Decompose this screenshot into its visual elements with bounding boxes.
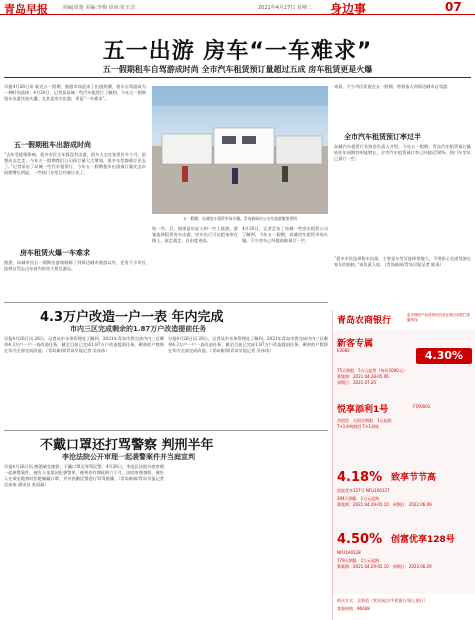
product-detail: 75天期限 5万元起售（每份1000元） bbox=[337, 368, 407, 373]
story-subheadline: 市内三区完成剩余的1.87万户改造提前任务 bbox=[70, 325, 207, 333]
page-number: 07 bbox=[445, 0, 462, 14]
lead-subheadline: 五一假期租车自驾游成时尚 全市汽车租赁预订量超过五成 房车租赁更是火爆 bbox=[102, 65, 373, 74]
bank-note: 更多理财产品请咨询各营业网点或拨打客服热线 bbox=[407, 313, 470, 322]
section-heading: 房车租赁火爆一车难求 bbox=[20, 249, 90, 257]
product-code: E3082 bbox=[337, 348, 350, 353]
product-code: NFU1A0128 bbox=[337, 550, 361, 555]
rate-badge: 4.30% bbox=[416, 348, 472, 364]
article-paragraph: “很多市民选择租车出游，主要是车型可选择余地大，不用担心长途驾驶自家车的损耗。”该负责人说。（青岛新闻/青岛早报记者 陈清） bbox=[334, 256, 471, 268]
article-paragraph: 早报4月26日讯 26日，记者从市水务管理处了解到，2021年青岛市将完成市内三区剩余4.3万户一户一表改造任务，截至目前已完成1.87万户改造提前任务。剩余的户数将在年内全部完成改造。（青岛新闻/青岛早报记者 吴冰冰） bbox=[4, 336, 164, 354]
product-name: 创富优享128号 bbox=[391, 535, 455, 545]
product-detail: 到期日：2021.07.20 bbox=[337, 380, 376, 385]
article-paragraph: “去年受疫情影响，很多市民全年都没有出游，很多人宅在家里好多个月，很想出去走走，今年五一假期我们公司预订量大大增加，很多车型都被订出去了。”记者采访了岛城一些汽车租赁行，今年五一假期租车出游预订量比去年同期增长明显，一些热门车型已经被订光了。 bbox=[4, 152, 146, 176]
product-detail: 募集期：2021.04.29-05.10 到期日：2022.06.09 bbox=[337, 502, 432, 507]
product-detail: 净值型 无固定期限 1元起购 bbox=[337, 418, 392, 423]
rate-figure: 4.50% bbox=[337, 532, 383, 547]
section-name: 身边事 bbox=[330, 2, 367, 16]
product-detail: 募集期：2021.04.29-05.10 到期日：2023.06.29 bbox=[337, 564, 432, 569]
article-paragraph: 早报4月26日讯 醉酒乘坐地铁，不戴口罩还辱骂民警。4月26日，李沧区法院开庭审理一起袭警案件，被告人张某因犯袭警罪，被判处有期徒刑六个月。法院审理查明，被告人在乘坐地铁时拒绝佩戴口罩，并对执勤民警进行辱骂推搡。（青岛新闻/青岛早报记者 吴冰冰 通讯员 张清磊） bbox=[4, 464, 164, 488]
rate-figure: 4.18% bbox=[337, 470, 383, 485]
section-heading: 全市汽车租赁预订率过半 bbox=[344, 133, 421, 141]
article-paragraph: 早报4月26日讯 26日，记者从市水务管理处了解到，2021年青岛市将完成市内三区剩余4.3万户一户一表改造任务，截至目前已完成1.87万户改造提前任务。剩余的户数将在年内全部完成改造。（青岛新闻/青岛早报记者 吴冰冰） bbox=[168, 336, 328, 354]
article-paragraph: 岛城汽车租赁行业协会负责人介绍，今年五一假期，青岛汽车租赁预订量较往年同期有明显增长，全市汽车租赁预订率已经超过50%，热门车型早已预订一空。 bbox=[334, 144, 471, 162]
purchase-channels: 购买方式：全渠道（营业网点/手机银行/网上银行） bbox=[337, 598, 428, 603]
editors-line: 美编|周楚 美编:李梅 审读:张玉洁 bbox=[62, 5, 136, 11]
divider bbox=[4, 430, 328, 431]
news-photo bbox=[152, 86, 328, 214]
service-hotline: 客服热线：96668 bbox=[337, 606, 370, 611]
photo-caption: 五一假期，岛城房车租赁市场火爆。青岛新闻社公交车旅游服务供图 bbox=[183, 216, 297, 221]
product-detail: 394天期限 1万元起购 bbox=[337, 496, 380, 501]
bank-logo: 青岛农商银行 bbox=[337, 316, 392, 326]
product-code: 创富优享127号 NFU1A0127 bbox=[337, 488, 390, 493]
story-subheadline: 李沧法院公开审理一起袭警案件并当庭宣判 bbox=[62, 453, 195, 461]
issue-date: 2021年4月27日 星期二 bbox=[258, 5, 312, 11]
divider bbox=[4, 302, 328, 303]
product-name: 致享节节高 bbox=[391, 473, 437, 483]
newspaper-logo: 青岛早报 bbox=[4, 3, 48, 16]
product-name: 新客专属 bbox=[337, 339, 374, 349]
product-code: FTA0001 bbox=[413, 404, 431, 409]
product-name: 悦享添利1号 bbox=[337, 405, 389, 415]
product-detail: T+1申购赎回 T+1到账 bbox=[337, 424, 379, 429]
product-detail: 779天期限 1万元起购 bbox=[337, 558, 384, 563]
lead-headline: 五一出游 房车“一车难求” bbox=[102, 39, 373, 64]
ad-header bbox=[333, 310, 475, 330]
rv-photo-illustration bbox=[152, 86, 328, 214]
article-paragraph: 早报4月26日讯 临近五一假期，旅游市场迎来了出游热潮，租车自驾游成为一种时尚选择。4月26日，记者从岛城一些汽车租赁行了解到，今年五一假期租车出游比较火爆，尤其是房车出游，更是“一车难求”。 bbox=[4, 84, 146, 102]
masthead bbox=[0, 0, 475, 15]
product-detail: 募集期：2021.04.28-05.06 bbox=[337, 374, 389, 379]
divider bbox=[4, 77, 471, 78]
article-paragraph: 致一些。后，如果是年轻人和一些上班族，游客选择租赁房车出游，房车出行可以把家带在路上，说走就走，自由度更高。 bbox=[152, 226, 238, 244]
bank-advertisement bbox=[332, 310, 475, 620]
story-headline: 不戴口罩还打骂警察 判刑半年 bbox=[40, 438, 214, 453]
article-paragraph: 4月26日，记者走访了岛城一些房车租赁公司了解到，今年五一假期，岛城房车租赁市场火爆，不少房车已经提前被预订一空。 bbox=[242, 226, 328, 244]
article-paragraph: 来看，不少市民希望在五一假期，带着家人到周边城市自驾游。 bbox=[334, 84, 452, 89]
ad-footer bbox=[333, 594, 475, 620]
story-headline: 4.3万户改造一户一表 年内完成 bbox=[40, 310, 224, 325]
article-paragraph: 据悉，岛城市民五一假期出游线路除了到周边城市旅游以外，还有不少市民选择自驾去山东省内的各大景区游玩。 bbox=[4, 260, 146, 272]
section-heading: 五一假期租车出游成时尚 bbox=[14, 141, 91, 149]
